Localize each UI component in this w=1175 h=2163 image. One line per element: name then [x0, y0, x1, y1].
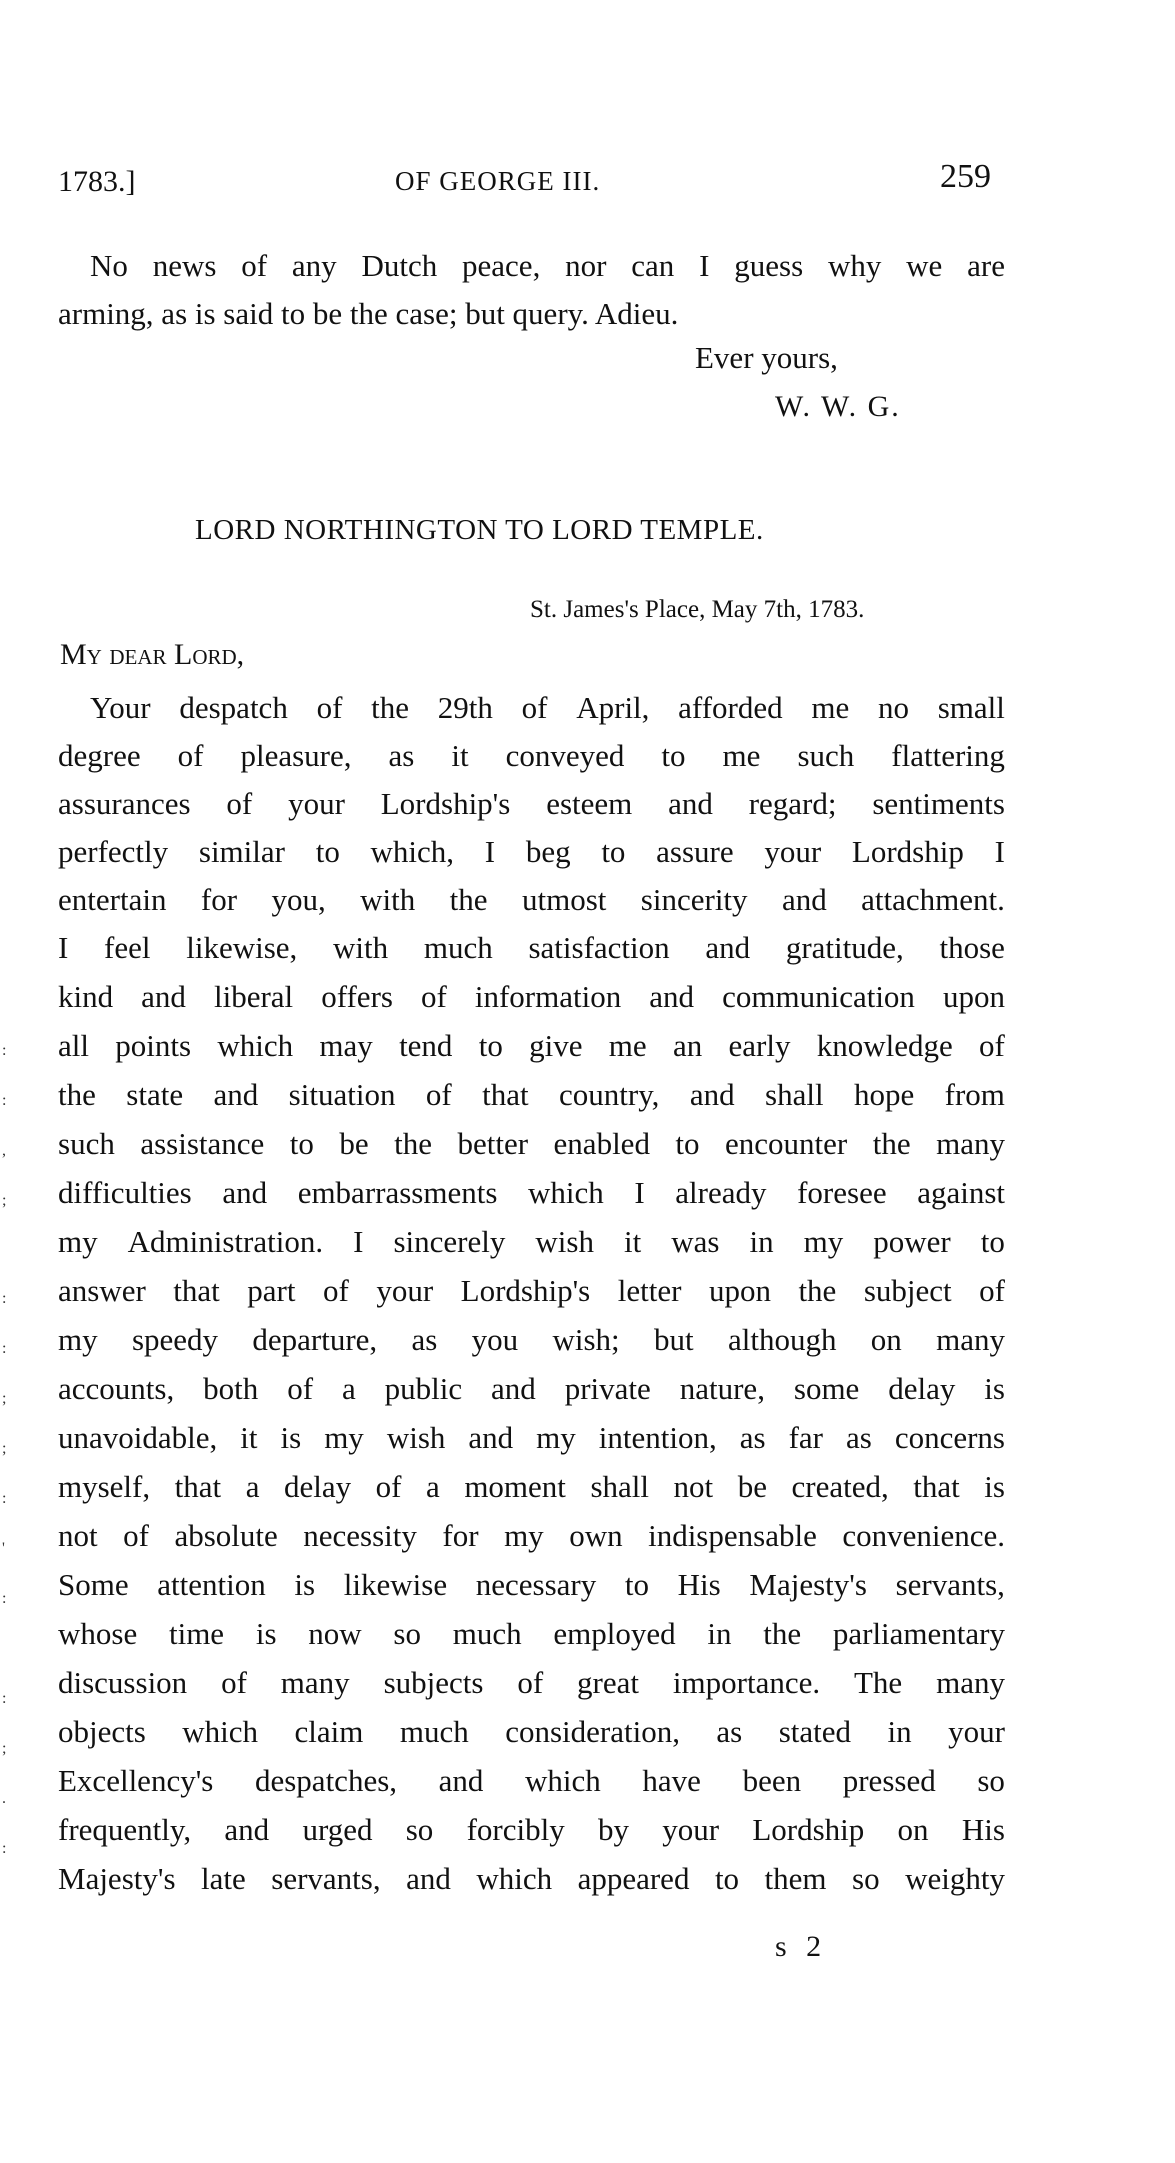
margin-artifact: :: [2, 1840, 7, 1857]
margin-artifact: :: [2, 1290, 7, 1307]
previous-letter-closing: Ever yours,: [695, 340, 838, 375]
margin-artifact: :: [2, 1590, 7, 1607]
body-line: Some attention is likewise necessary to His Majesty's servants,: [58, 1567, 1005, 1602]
body-line: difficulties and embarrassments which I already foresee against: [58, 1175, 1005, 1210]
margin-artifact: :: [2, 1690, 7, 1707]
body-line: not of absolute necessity for my own indispensable convenience.: [58, 1518, 1005, 1553]
body-line: answer that part of your Lordship's letter upon the subject of: [58, 1273, 1005, 1308]
margin-artifact: ;: [2, 1740, 7, 1757]
letter-salutation: My dear Lord,: [60, 638, 245, 671]
letter-dateline: St. James's Place, May 7th, 1783.: [530, 596, 865, 623]
body-line: the state and situation of that country, and shall hope from: [58, 1077, 1005, 1112]
signature-mark: s 2: [775, 1930, 828, 1963]
body-line: perfectly similar to which, I beg to assure your Lordship I: [58, 834, 1005, 869]
margin-artifact: .: [2, 1790, 6, 1807]
margin-artifact: :: [2, 1340, 7, 1357]
body-line: entertain for you, with the utmost sincerity and attachment.: [58, 882, 1005, 917]
page-number: 259: [940, 158, 991, 195]
previous-letter-line-1: No news of any Dutch peace, nor can I guess why we are: [90, 248, 1005, 283]
body-line: all points which may tend to give me an early knowledge of: [58, 1028, 1005, 1063]
margin-artifact: ,: [2, 1142, 6, 1159]
body-line: I feel likewise, with much satisfaction and gratitude, those: [58, 930, 1005, 965]
margin-artifact: ;: [2, 1440, 7, 1457]
body-line: accounts, both of a public and private nature, some delay is: [58, 1371, 1005, 1406]
body-line: Majesty's late servants, and which appeared to them so weighty: [58, 1861, 1005, 1896]
body-line: objects which claim much consideration, as stated in your: [58, 1714, 1005, 1749]
margin-artifact: :: [2, 1490, 7, 1507]
margin-artifact: ;: [2, 1192, 7, 1209]
body-line: assurances of your Lordship's esteem and regard; sentiments: [58, 786, 1005, 821]
body-line: Your despatch of the 29th of April, afforded me no small: [90, 690, 1005, 725]
margin-artifact: ': [2, 1540, 5, 1557]
body-line: degree of pleasure, as it conveyed to me such flattering: [58, 738, 1005, 773]
body-line: myself, that a delay of a moment shall not be created, that is: [58, 1469, 1005, 1504]
body-line: whose time is now so much employed in the parliamentary: [58, 1616, 1005, 1651]
body-line: frequently, and urged so forcibly by your Lordship on His: [58, 1812, 1005, 1847]
running-head-title: OF GEORGE III.: [395, 166, 601, 196]
body-line: such assistance to be the better enabled to encounter the many: [58, 1126, 1005, 1161]
body-line: discussion of many subjects of great importance. The many: [58, 1665, 1005, 1700]
body-line: kind and liberal offers of information and communication upon: [58, 979, 1005, 1014]
body-line: unavoidable, it is my wish and my intention, as far as concerns: [58, 1420, 1005, 1455]
previous-letter-signature: W. W. G.: [775, 390, 901, 423]
body-line: Excellency's despatches, and which have been pressed so: [58, 1763, 1005, 1798]
body-line: my Administration. I sincerely wish it was in my power to: [58, 1224, 1005, 1259]
margin-artifact: ;: [2, 1390, 7, 1407]
previous-letter-line-2: arming, as is said to be the case; but query. Adieu.: [58, 296, 679, 331]
body-line: my speedy departure, as you wish; but although on many: [58, 1322, 1005, 1357]
running-head-year: 1783.]: [58, 165, 136, 198]
margin-artifact: :: [2, 1092, 7, 1109]
margin-artifact: :: [2, 1042, 7, 1059]
letter-title: LORD NORTHINGTON TO LORD TEMPLE.: [195, 514, 764, 546]
